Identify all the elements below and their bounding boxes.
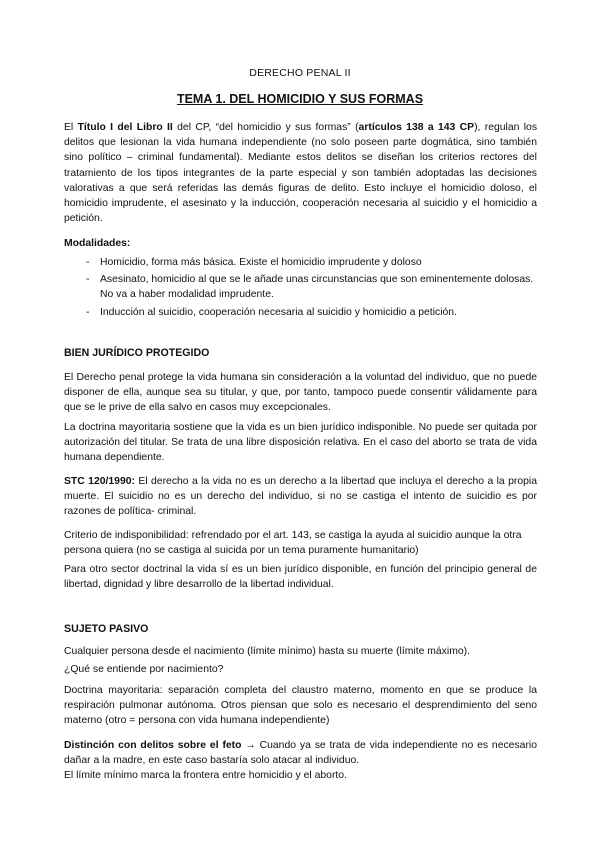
- sujeto-paragraph-3: Doctrina mayoritaria: separación completa del claustro materno, momento en que se produce la respiración pulmonar autónoma. Otros piensan que solo es necesario el desprendimiento del seno materno (otro = persona con vida humana independiente): [64, 685, 537, 727]
- subject-header: DERECHO PENAL II: [249, 67, 351, 79]
- list-item: - Inducción al suicidio, cooperación necesaria al suicidio y homicidio a petición.: [86, 306, 457, 318]
- modalidades-list: [64, 255, 537, 322]
- stc-paragraph: STC 120/1990: El derecho a la vida no es un derecho a la libertad que incluya el derecho a la propia muerte. El suicidio no es un derecho del individuo, si no se castiga el intento de suicidio es por razones de política- criminal.: [64, 476, 537, 518]
- bien-juridico-paragraph-2: La doctrina mayoritaria sostiene que la vida es un bien jurídico indisponible. No puede ser quitada por autorización del titular. Se trata de una libre disposición relativa. En el caso del aborto se trata de vida humana dependiente.: [64, 422, 537, 464]
- list-item: - Asesinato, homicidio al que se le añade unas circunstancias que son eminentemente dolosas. No va a haber modalidad imprudente.: [86, 274, 534, 301]
- limite-paragraph: El límite mínimo marca la frontera entre homicidio y el aborto.: [64, 770, 347, 781]
- modalidades-heading: Modalidades:: [64, 238, 131, 249]
- section-heading-bien-juridico: BIEN JURÍDICO PROTEGIDO: [64, 347, 210, 359]
- feto-paragraph: Distinción con delitos sobre el feto → Cuando ya se trata de vida independiente no es necesario dañar a la madre, en este caso bastaría solo atacar al individuo.: [64, 740, 537, 767]
- sujeto-question: ¿Qué se entiende por nacimiento?: [64, 664, 224, 675]
- bien-juridico-paragraph-1: El Derecho penal protege la vida humana sin consideración a la voluntad del individuo, que no puede disponer de ella, aunque sea su titular, y que, por tanto, tampoco puede consentir válidamente para que se le prive de ella salvo en casos muy excepcionales.: [64, 372, 537, 414]
- criterio-paragraph: Criterio de indisponibilidad: refrendado por el art. 143, se castiga la ayuda al suicidio aunque la otra persona quiera (no se castiga al suicida por un tema puramente humanitario): [64, 530, 522, 557]
- intro-bold-2: artículos 138 a 143 CP: [358, 122, 475, 133]
- intro-text-1: El: [64, 122, 78, 133]
- section-heading-sujeto-pasivo: SUJETO PASIVO: [64, 623, 149, 635]
- bien-juridico-paragraph-5: Para otro sector doctrinal la vida sí es un bien jurídico disponible, en función del principio general de libertad, dignidad y libre desarrollo de la libertad individual.: [64, 564, 537, 591]
- list-item: - Homicidio, forma más básica. Existe el homicidio imprudente y doloso: [86, 257, 422, 268]
- intro-text-3: ), regulan los delitos que lesionan la vida humana independiente (no solo poseen parte dogmática, sino también sino político – criminal fundamental). Mediante estos delitos se diseñan los criterios rectores del tratamiento de los tipos integrantes de la parte especial y son también adoptadas las decisiones valorativas a que será referidas las demás figuras de delito. Esto incluye el homicidio doloso, el homicidio imprudente, el asesinato y la inducción, cooperación necesaria al suicidio y el homicidio a petición.: [64, 122, 538, 225]
- sujeto-paragraph-1: Cualquier persona desde el nacimiento (límite mínimo) hasta su muerte (límite máximo).: [64, 646, 470, 657]
- intro-text-2: del CP, “del homicidio y sus formas” (: [172, 122, 359, 133]
- intro-paragraph: [64, 120, 537, 226]
- page-title: TEMA 1. DEL HOMICIDIO Y SUS FORMAS: [176, 92, 424, 106]
- intro-bold-1: Título I del Libro II: [77, 122, 173, 133]
